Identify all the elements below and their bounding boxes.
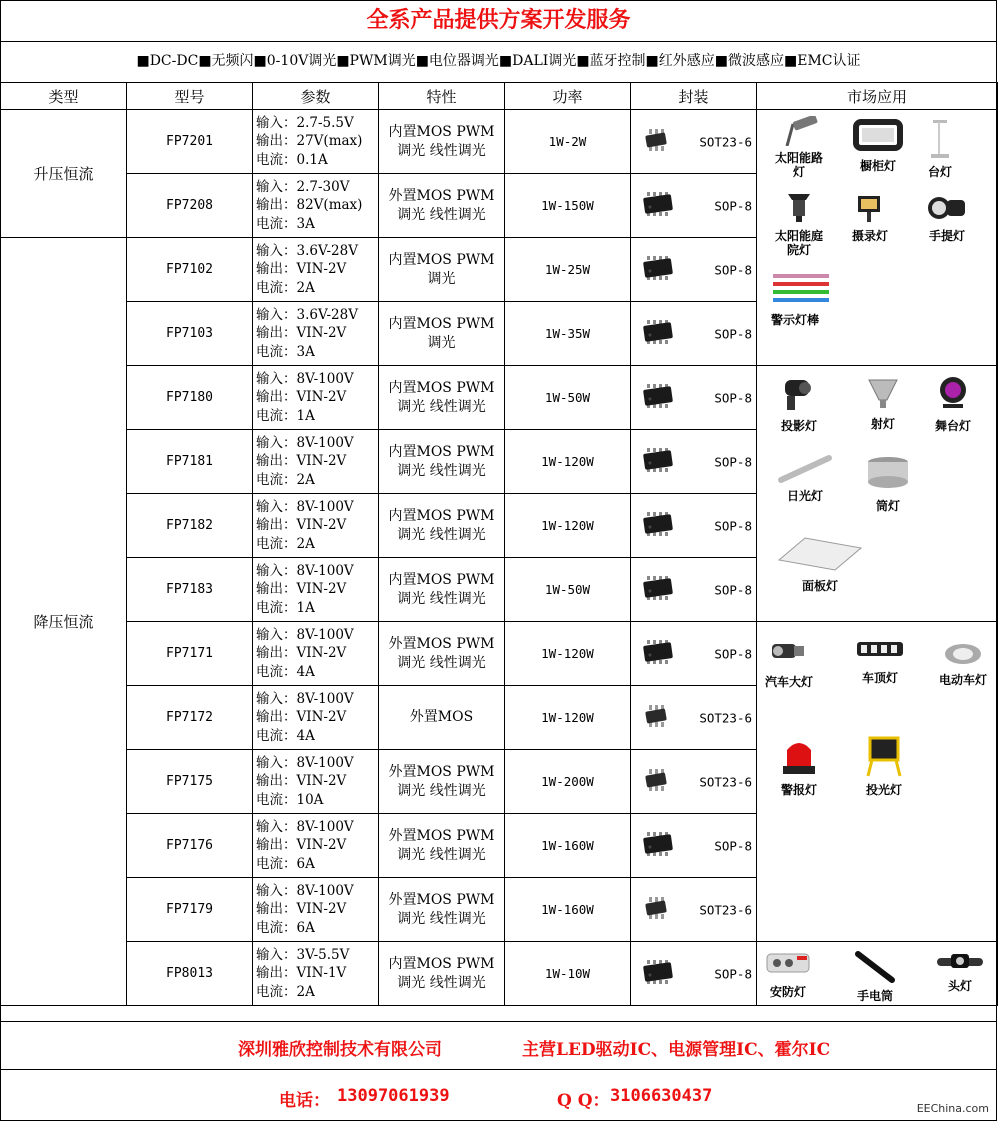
package-cell xyxy=(631,878,757,942)
package-name: SOP-8 xyxy=(714,838,752,853)
application-label: 汽车大灯 xyxy=(765,675,814,689)
application-label: 太阳能庭院灯 xyxy=(775,229,824,257)
param-input: 输入：8V-100V xyxy=(256,562,354,579)
param-current: 电流：6A xyxy=(256,855,315,872)
params-cell xyxy=(253,174,379,238)
power-cell: 1W-120W xyxy=(505,622,631,686)
param-output: 输出：VIN-2V xyxy=(256,709,347,726)
application-icon xyxy=(775,116,823,149)
header-package: 封装 xyxy=(631,83,757,110)
qq-label: Q Q： xyxy=(557,1091,610,1111)
application-label: 面板灯 xyxy=(801,579,838,593)
chip-package-icon xyxy=(641,705,671,731)
feature-cell: 内置MOS PWM调光 线性调光 xyxy=(379,110,505,174)
package-cell xyxy=(631,750,757,814)
package-cell xyxy=(631,174,757,238)
application-label: 摄录灯 xyxy=(852,229,889,243)
param-current: 电流：3A xyxy=(256,215,315,232)
power-cell: 1W-10W xyxy=(505,942,631,1006)
package-cell xyxy=(631,110,757,174)
params-cell xyxy=(253,814,379,878)
feature-cell: 外置MOS PWM调光 线性调光 xyxy=(379,174,505,238)
application-icon xyxy=(765,950,811,983)
model-cell: FP7180 xyxy=(127,366,253,430)
package-cell xyxy=(631,558,757,622)
param-output: 输出：VIN-2V xyxy=(256,773,347,790)
param-output: 输出：VIN-2V xyxy=(256,261,347,278)
model-cell: FP7183 xyxy=(127,558,253,622)
param-current: 电流：1A xyxy=(256,407,315,424)
table-row xyxy=(1,110,998,174)
package-name: SOP-8 xyxy=(714,262,752,277)
param-current: 电流：4A xyxy=(256,727,315,744)
company-business: 主营LED驱动IC、电源管理IC、霍尔IC xyxy=(522,1040,831,1060)
market-cell-g1 xyxy=(757,110,998,366)
application-item xyxy=(925,116,955,179)
params-cell xyxy=(253,686,379,750)
param-input: 输入：3V-5.5V xyxy=(256,946,350,963)
feature-cell: 内置MOS PWM调光 线性调光 xyxy=(379,494,505,558)
table-row xyxy=(1,942,998,1006)
application-icon xyxy=(865,454,911,497)
model-cell: FP7201 xyxy=(127,110,253,174)
model-cell: FP7175 xyxy=(127,750,253,814)
param-output: 输出：VIN-1V xyxy=(256,965,347,982)
package-name: SOP-8 xyxy=(714,454,752,469)
application-icon xyxy=(925,116,955,163)
application-icon xyxy=(935,950,985,977)
param-current: 电流：10A xyxy=(256,791,324,808)
param-current: 电流：6A xyxy=(256,919,315,936)
chip-package-icon xyxy=(641,832,675,860)
chip-package-icon xyxy=(641,448,675,476)
header-params: 参数 xyxy=(253,83,379,110)
package-cell xyxy=(631,622,757,686)
footer-contact-bar xyxy=(0,1069,997,1121)
param-output: 输出：VIN-2V xyxy=(256,837,347,854)
param-input: 输入：8V-100V xyxy=(256,754,354,771)
param-output: 输出：VIN-2V xyxy=(256,581,347,598)
application-item xyxy=(771,272,831,327)
feature-cell: 内置MOS PWM调光 xyxy=(379,238,505,302)
param-current: 电流：2A xyxy=(256,535,315,552)
param-input: 输入：3.6V-28V xyxy=(256,306,358,323)
application-label: 警示灯棒 xyxy=(771,313,820,327)
feature-cell: 外置MOS xyxy=(379,686,505,750)
param-output: 输出：VIN-2V xyxy=(256,901,347,918)
param-current: 电流：2A xyxy=(256,983,315,1000)
params-cell xyxy=(253,302,379,366)
params-cell xyxy=(253,750,379,814)
package-cell xyxy=(631,942,757,1006)
param-input: 输入：8V-100V xyxy=(256,434,354,451)
type-cell: 升压恒流 xyxy=(1,110,127,238)
param-input: 输入：2.7-5.5V xyxy=(256,114,354,131)
application-label: 投影灯 xyxy=(780,419,817,433)
feature-cell: 内置MOS PWM调光 xyxy=(379,302,505,366)
params-cell xyxy=(253,942,379,1006)
power-cell: 1W-50W xyxy=(505,558,631,622)
application-icon xyxy=(777,734,821,781)
application-icon xyxy=(777,374,821,417)
params-cell xyxy=(253,430,379,494)
package-name: SOP-8 xyxy=(714,390,752,405)
package-cell xyxy=(631,814,757,878)
package-name: SOT23-6 xyxy=(699,134,752,149)
application-item xyxy=(865,374,901,431)
application-item xyxy=(855,636,905,685)
header-features: 特性 xyxy=(379,83,505,110)
package-name: SOP-8 xyxy=(714,966,752,981)
param-current: 电流：3A xyxy=(256,343,315,360)
param-input: 输入：8V-100V xyxy=(256,690,354,707)
application-item xyxy=(775,190,823,257)
application-label: 手电筒 xyxy=(856,989,893,1003)
application-icon xyxy=(775,190,823,227)
table-row xyxy=(1,622,998,686)
feature-cell: 内置MOS PWM调光 线性调光 xyxy=(379,366,505,430)
power-cell: 1W-120W xyxy=(505,494,631,558)
package-name: SOP-8 xyxy=(714,198,752,213)
application-item xyxy=(865,454,911,513)
application-icon xyxy=(852,116,904,157)
application-icon xyxy=(935,374,971,417)
model-cell: FP7102 xyxy=(127,238,253,302)
application-icon xyxy=(771,272,831,311)
application-icon xyxy=(855,636,905,669)
package-name: SOT23-6 xyxy=(699,774,752,789)
chip-package-icon xyxy=(641,512,675,540)
application-icon xyxy=(765,636,813,673)
chip-package-icon xyxy=(641,256,675,284)
application-item xyxy=(765,950,811,999)
param-output: 输出：VIN-2V xyxy=(256,453,347,470)
footer-company-bar xyxy=(0,1021,997,1070)
param-current: 电流：0.1A xyxy=(256,151,328,168)
power-cell: 1W-25W xyxy=(505,238,631,302)
application-label: 车顶灯 xyxy=(861,671,898,685)
phone-number: 13097061939 xyxy=(337,1086,450,1106)
param-input: 输入：3.6V-28V xyxy=(256,242,358,259)
param-input: 输入：2.7-30V xyxy=(256,178,350,195)
power-cell: 1W-50W xyxy=(505,366,631,430)
param-input: 输入：8V-100V xyxy=(256,818,354,835)
header-model: 型号 xyxy=(127,83,253,110)
package-name: SOP-8 xyxy=(714,582,752,597)
market-cell-g2 xyxy=(757,366,998,622)
model-cell: FP7182 xyxy=(127,494,253,558)
application-icon xyxy=(852,190,888,227)
package-name: SOP-8 xyxy=(714,326,752,341)
params-cell xyxy=(253,494,379,558)
application-item xyxy=(935,950,985,993)
application-label: 安防灯 xyxy=(769,985,806,999)
power-cell: 1W-150W xyxy=(505,174,631,238)
power-cell: 1W-160W xyxy=(505,878,631,942)
application-icon xyxy=(925,190,969,227)
application-item xyxy=(935,374,971,433)
application-label: 台灯 xyxy=(927,165,952,179)
param-output: 输出：VIN-2V xyxy=(256,325,347,342)
page-title: 全系产品提供方案开发服务 xyxy=(0,0,997,42)
application-item xyxy=(765,636,813,689)
model-cell: FP8013 xyxy=(127,942,253,1006)
model-cell: FP7172 xyxy=(127,686,253,750)
package-cell xyxy=(631,238,757,302)
application-item xyxy=(939,636,987,687)
product-table xyxy=(0,82,998,1006)
chip-package-icon xyxy=(641,192,675,220)
params-cell xyxy=(253,878,379,942)
feature-cell: 外置MOS PWM调光 线性调光 xyxy=(379,622,505,686)
param-output: 输出：82V(max) xyxy=(256,197,363,214)
params-cell xyxy=(253,366,379,430)
param-output: 输出：27V(max) xyxy=(256,133,363,150)
power-cell: 1W-2W xyxy=(505,110,631,174)
phone-label: 电话： xyxy=(279,1091,330,1111)
model-cell: FP7181 xyxy=(127,430,253,494)
application-item xyxy=(925,190,969,243)
application-item xyxy=(862,734,906,797)
application-label: 太阳能路灯 xyxy=(775,151,824,179)
application-label: 射灯 xyxy=(870,417,895,431)
chip-package-icon xyxy=(641,129,671,155)
package-cell xyxy=(631,302,757,366)
feature-list: ■DC-DC■无频闪■0-10V调光■PWM调光■电位器调光■DALI调光■蓝牙控制■红外感应■微波感应■EMC认证 xyxy=(0,41,997,83)
feature-cell: 内置MOS PWM调光 线性调光 xyxy=(379,942,505,1006)
type-cell: 降压恒流 xyxy=(1,238,127,1006)
param-output: 输出：VIN-2V xyxy=(256,389,347,406)
package-cell xyxy=(631,686,757,750)
header-type: 类型 xyxy=(1,83,127,110)
application-item xyxy=(852,950,898,1003)
param-output: 输出：VIN-2V xyxy=(256,517,347,534)
package-cell xyxy=(631,430,757,494)
application-label: 头灯 xyxy=(947,979,972,993)
package-name: SOT23-6 xyxy=(699,902,752,917)
package-name: SOP-8 xyxy=(714,646,752,661)
params-cell xyxy=(253,558,379,622)
model-cell: FP7208 xyxy=(127,174,253,238)
power-cell: 1W-160W xyxy=(505,814,631,878)
chip-package-icon xyxy=(641,320,675,348)
chip-package-icon xyxy=(641,897,671,923)
application-icon xyxy=(939,636,987,671)
application-label: 手提灯 xyxy=(928,229,965,243)
table-row xyxy=(1,366,998,430)
header-power: 功率 xyxy=(505,83,631,110)
market-cell-g4 xyxy=(757,942,998,1006)
application-label: 筒灯 xyxy=(875,499,900,513)
application-item xyxy=(777,454,833,503)
feature-cell: 外置MOS PWM调光 线性调光 xyxy=(379,878,505,942)
application-icon xyxy=(775,534,865,577)
company-name: 深圳雅欣控制技术有限公司 xyxy=(238,1040,442,1060)
params-cell xyxy=(253,238,379,302)
power-cell: 1W-200W xyxy=(505,750,631,814)
application-label: 电动车灯 xyxy=(939,673,988,687)
package-cell xyxy=(631,366,757,430)
application-item xyxy=(852,116,904,173)
param-input: 输入：8V-100V xyxy=(256,626,354,643)
param-input: 输入：8V-100V xyxy=(256,370,354,387)
qq-number: 3106630437 xyxy=(610,1086,713,1106)
param-current: 电流：4A xyxy=(256,663,315,680)
feature-cell: 内置MOS PWM调光 线性调光 xyxy=(379,558,505,622)
table-header-row xyxy=(1,83,998,110)
application-item xyxy=(852,190,888,243)
chip-package-icon xyxy=(641,640,675,668)
feature-cell: 外置MOS PWM调光 线性调光 xyxy=(379,750,505,814)
feature-cell: 内置MOS PWM调光 线性调光 xyxy=(379,430,505,494)
application-label: 橱柜灯 xyxy=(859,159,896,173)
param-input: 输入：8V-100V xyxy=(256,498,354,515)
package-name: SOP-8 xyxy=(714,518,752,533)
chip-package-icon xyxy=(641,384,675,412)
model-cell: FP7176 xyxy=(127,814,253,878)
power-cell: 1W-120W xyxy=(505,686,631,750)
application-icon xyxy=(862,734,906,781)
power-cell: 1W-35W xyxy=(505,302,631,366)
application-icon xyxy=(865,374,901,415)
package-name: SOT23-6 xyxy=(699,710,752,725)
package-cell xyxy=(631,494,757,558)
chip-package-icon xyxy=(641,576,675,604)
chip-package-icon xyxy=(641,960,675,988)
application-item xyxy=(775,116,823,179)
market-cell-g3 xyxy=(757,622,998,942)
power-cell: 1W-120W xyxy=(505,430,631,494)
application-label: 日光灯 xyxy=(786,489,823,503)
param-input: 输入：8V-100V xyxy=(256,882,354,899)
param-output: 输出：VIN-2V xyxy=(256,645,347,662)
watermark: EEChina.com xyxy=(916,1102,989,1115)
param-current: 电流：2A xyxy=(256,279,315,296)
param-current: 电流：1A xyxy=(256,599,315,616)
header-market: 市场应用 xyxy=(757,83,998,110)
application-icon xyxy=(852,950,898,987)
model-cell: FP7103 xyxy=(127,302,253,366)
feature-cell: 外置MOS PWM调光 线性调光 xyxy=(379,814,505,878)
application-item xyxy=(777,734,821,797)
model-cell: FP7171 xyxy=(127,622,253,686)
application-item xyxy=(775,534,865,593)
model-cell: FP7179 xyxy=(127,878,253,942)
params-cell xyxy=(253,622,379,686)
chip-package-icon xyxy=(641,769,671,795)
params-cell xyxy=(253,110,379,174)
application-label: 警报灯 xyxy=(780,783,817,797)
application-item xyxy=(777,374,821,433)
application-icon xyxy=(777,454,833,487)
param-current: 电流：2A xyxy=(256,471,315,488)
application-label: 投光灯 xyxy=(865,783,902,797)
application-label: 舞台灯 xyxy=(935,419,972,433)
